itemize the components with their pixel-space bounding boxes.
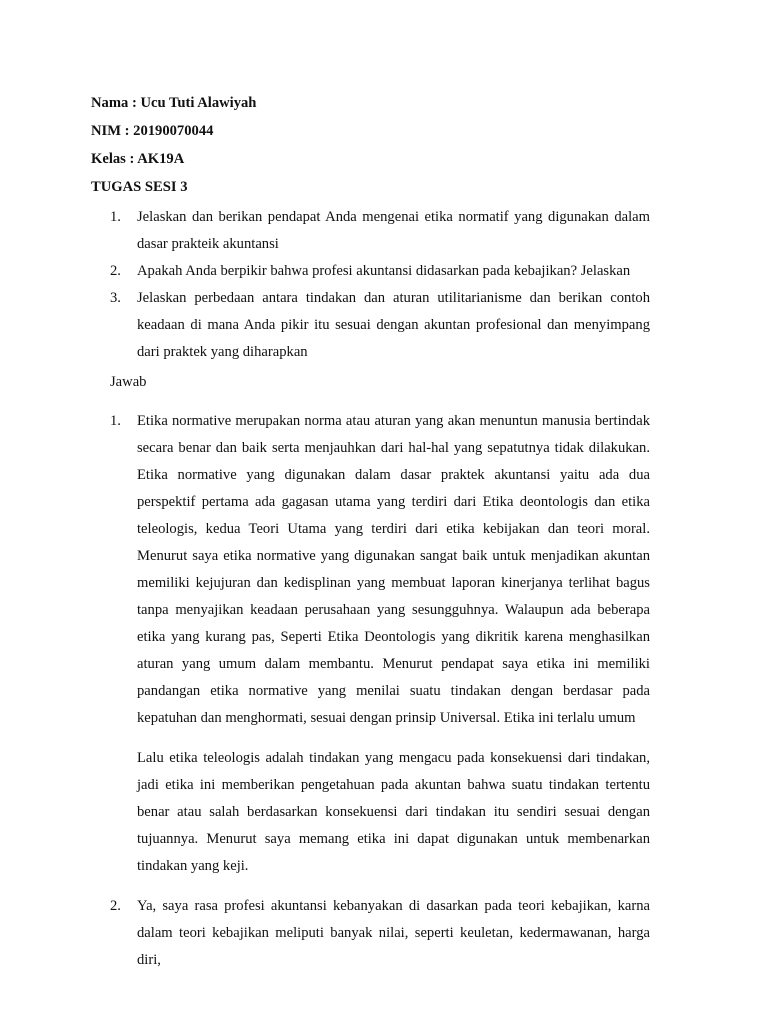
question-item [110, 258, 650, 285]
question-text: Apakah Anda berpikir bahwa profesi akuntansi didasarkan pada kebajikan? Jelaskan [137, 263, 631, 279]
answer-paragraph: Lalu etika teleologis adalah tindakan yang mengacu pada konsekuensi dari tindakan, jadi etika ini memberikan pengetahuan pada akuntan bahwa suatu tindakan tertentu benar atau salah berdasarkan konsekuensi dari tindakan itu sendiri sesuai dengan tujuannya. Menurut saya memang etika ini dapat digunakan untuk membenarkan tindakan yang keji. [137, 750, 650, 874]
question-text: Jelaskan dan berikan pendapat Anda mengenai etika normatif yang digunakan dalam dasar prakteik akuntansi [137, 209, 650, 252]
question-number: 1. [110, 209, 121, 225]
question-item [110, 285, 650, 366]
answer-heading: Jawab [110, 374, 147, 390]
answer-list [110, 408, 650, 987]
answer-paragraph: Etika normative merupakan norma atau aturan yang akan menuntun manusia bertindak secara benar dan baik serta menjauhkan dari hal-hal yang sepatutnya tidak dilakukan. Etika normative yang digunakan dalam dasar praktek akuntansi yaitu ada dua perspektif pertama ada gagasan utama yang terdiri dari Etika deontologis dan etika teleologis, kedua Teori Utama yang terdiri dari etika kebijakan dan teori moral. Menurut saya etika normative yang digunakan sangat baik untuk menjadikan akuntan memiliki kejujuran dan kedisplinan yang membuat laporan kinerjanya terlihat bagus tanpa menyajikan keadaan perusahaan yang sesungguhnya. Walaupun ada beberapa etika yang kurang pas, Seperti Etika Deontologis yang dikritik karena menghasilkan aturan yang umum dalam membantu. Menurut pendapat saya etika ini memiliki pandangan etika normative yang menilai suatu tindakan dengan berdasar pada kepatuhan dan menghormati, sesuai dengan prinsip Universal. Etika ini terlalu umum [137, 413, 650, 726]
answer-number: 2. [110, 898, 121, 914]
question-number: 3. [110, 290, 121, 306]
question-text: Jelaskan perbedaan antara tindakan dan aturan utilitarianisme dan berikan contoh keadaan di mana Anda pikir itu sesuai dengan akuntan profesional dan menyimpang dari praktek yang diharapkan [137, 290, 650, 360]
answer-item [110, 408, 650, 880]
question-list [110, 204, 650, 366]
student-name: Nama : Ucu Tuti Alawiyah [91, 95, 257, 111]
student-nim: NIM : 20190070044 [91, 123, 214, 139]
answer-number: 1. [110, 413, 121, 429]
question-number: 2. [110, 263, 121, 279]
answer-paragraph: Ya, saya rasa profesi akuntansi kebanyakan di dasarkan pada teori kebajikan, karna dalam teori kebajikan meliputi banyak nilai, seperti keuletan, kedermawanan, harga diri, [137, 898, 650, 968]
question-item [110, 204, 650, 258]
student-class: Kelas : AK19A [91, 151, 185, 167]
answer-item [110, 893, 650, 974]
assignment-title: TUGAS SESI 3 [91, 179, 188, 195]
